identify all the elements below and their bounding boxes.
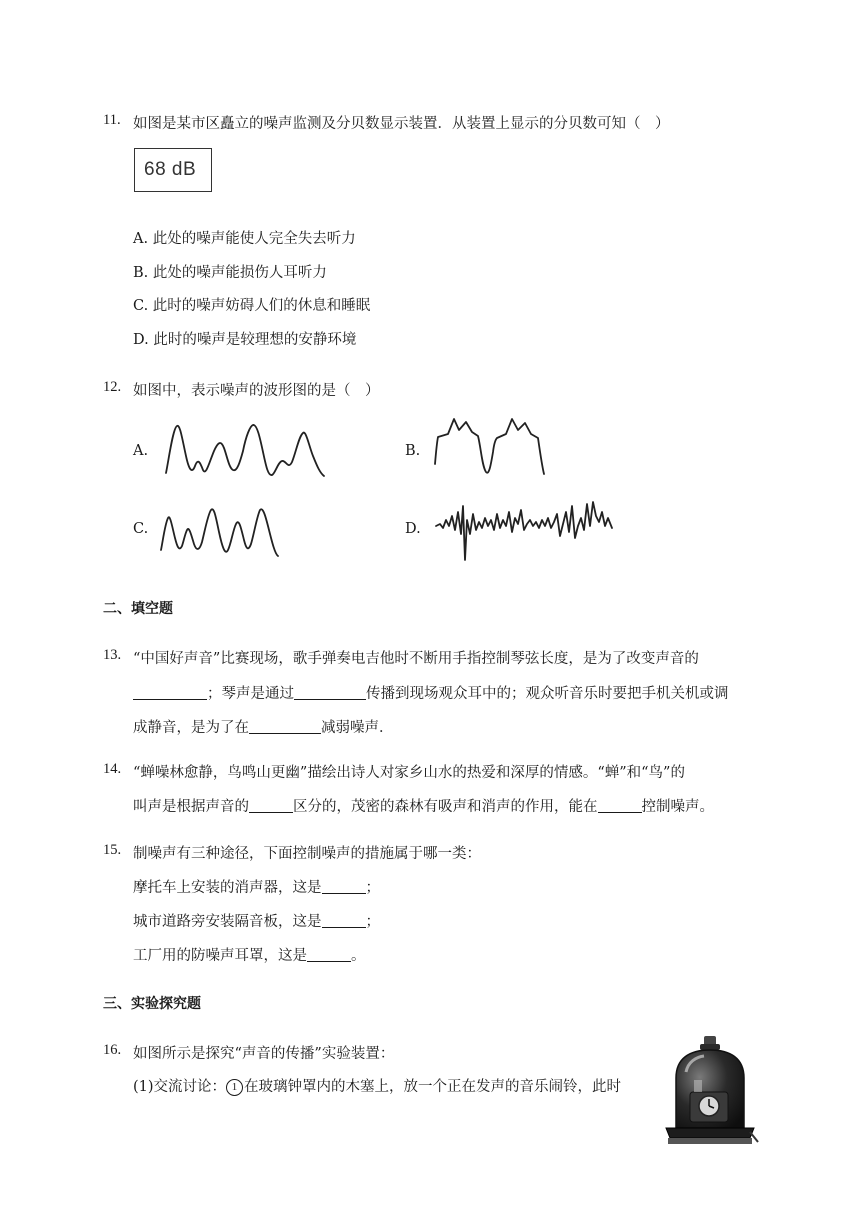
question-number: 13.	[103, 647, 122, 663]
question-text: 如图是某市区矗立的噪声监测及分贝数显示装置．从装置上显示的分贝数可知（ ）	[133, 116, 670, 132]
waveform-c-image	[156, 500, 296, 560]
text-segment: ；	[365, 914, 380, 930]
section-heading: 三、实验探究题	[103, 996, 201, 1012]
answer-blank[interactable]	[307, 947, 351, 962]
question-number: 11.	[103, 112, 121, 128]
question-number: 16.	[103, 1042, 122, 1058]
text-segment: 在玻璃钟罩内的木塞上，放一个正在发声的音乐闹铃，此时	[244, 1079, 622, 1095]
question-text-line	[133, 1075, 621, 1096]
option-letter: D.	[133, 332, 149, 348]
text-segment: 减弱噪声．	[321, 720, 394, 736]
option-letter: C.	[133, 298, 149, 314]
text-segment: 摩托车上安装的消声器，这是	[133, 880, 322, 896]
question-text: 制噪声有三种途径，下面控制噪声的措施属于哪一类：	[133, 846, 481, 862]
option-text: 此时的噪声妨碍人们的休息和睡眠	[152, 298, 371, 314]
list-item	[133, 910, 380, 931]
text-segment: 传播到现场观众耳中的；观众听音乐时要把手机关机或调	[366, 686, 729, 702]
question-text-line	[133, 682, 729, 703]
question-text-line	[133, 795, 714, 816]
answer-blank[interactable]	[294, 685, 366, 700]
option-text: 此处的噪声能使人完全失去听力	[152, 231, 356, 247]
text-segment: ；琴声是通过	[207, 686, 294, 702]
question-text: “中国好声音”比赛现场，歌手弹奏电吉他时不断用手指控制琴弦长度，是为了改变声音的	[133, 651, 699, 667]
waveform-b-image	[432, 412, 550, 480]
question-text-line	[133, 716, 394, 737]
option-text: 此处的噪声能损伤人耳听力	[152, 265, 327, 281]
answer-blank[interactable]	[322, 913, 366, 928]
text-segment: 成静音，是为了在	[133, 720, 249, 736]
list-item	[133, 944, 366, 965]
option-d[interactable]: D.	[405, 521, 421, 537]
question-number: 14.	[103, 761, 122, 777]
waveform-a-image	[162, 418, 336, 480]
option-d[interactable]	[133, 328, 356, 349]
answer-blank[interactable]	[598, 798, 642, 813]
option-letter: A.	[133, 231, 149, 247]
option-a[interactable]: A.	[133, 443, 149, 459]
option-a[interactable]	[133, 227, 356, 248]
bell-jar-image	[660, 1032, 760, 1150]
text-segment: 区分的，茂密的森林有吸声和消声的作用，能在	[293, 799, 598, 815]
section-heading: 二、填空题	[103, 601, 173, 617]
answer-blank[interactable]	[322, 879, 366, 894]
text-segment: 控制噪声。	[641, 799, 714, 815]
text-segment: 工厂用的防噪声耳罩，这是	[133, 948, 307, 964]
waveform-d-image	[432, 490, 618, 564]
question-text: “蝉噪林愈静，鸟鸣山更幽”描绘出诗人对家乡山水的热爱和深厚的情感。“蝉”和“鸟”的	[133, 765, 685, 781]
question-text: 如图所示是探究“声音的传播”实验装置：	[133, 1046, 395, 1062]
option-c[interactable]: C.	[133, 521, 149, 537]
text-segment: ；	[365, 880, 380, 896]
circled-number: 1	[226, 1079, 243, 1096]
answer-blank[interactable]	[133, 685, 207, 700]
question-text: 如图中，表示噪声的波形图的是（ ）	[133, 383, 380, 399]
option-letter: B.	[133, 265, 149, 281]
sub-question-label: (1)交流讨论：	[133, 1079, 227, 1095]
decibel-display: 68 dB	[134, 148, 212, 192]
text-segment: 叫声是根据声音的	[133, 799, 249, 815]
option-c[interactable]	[133, 294, 370, 315]
question-number: 12.	[103, 379, 122, 395]
answer-blank[interactable]	[249, 798, 293, 813]
text-segment: 。	[351, 948, 366, 964]
question-number: 15.	[103, 842, 122, 858]
option-b[interactable]	[133, 261, 327, 282]
text-segment: 城市道路旁安装隔音板，这是	[133, 914, 322, 930]
option-text: 此时的噪声是较理想的安静环境	[153, 332, 357, 348]
list-item	[133, 876, 380, 897]
answer-blank[interactable]	[249, 719, 321, 734]
option-b[interactable]: B.	[405, 443, 421, 459]
